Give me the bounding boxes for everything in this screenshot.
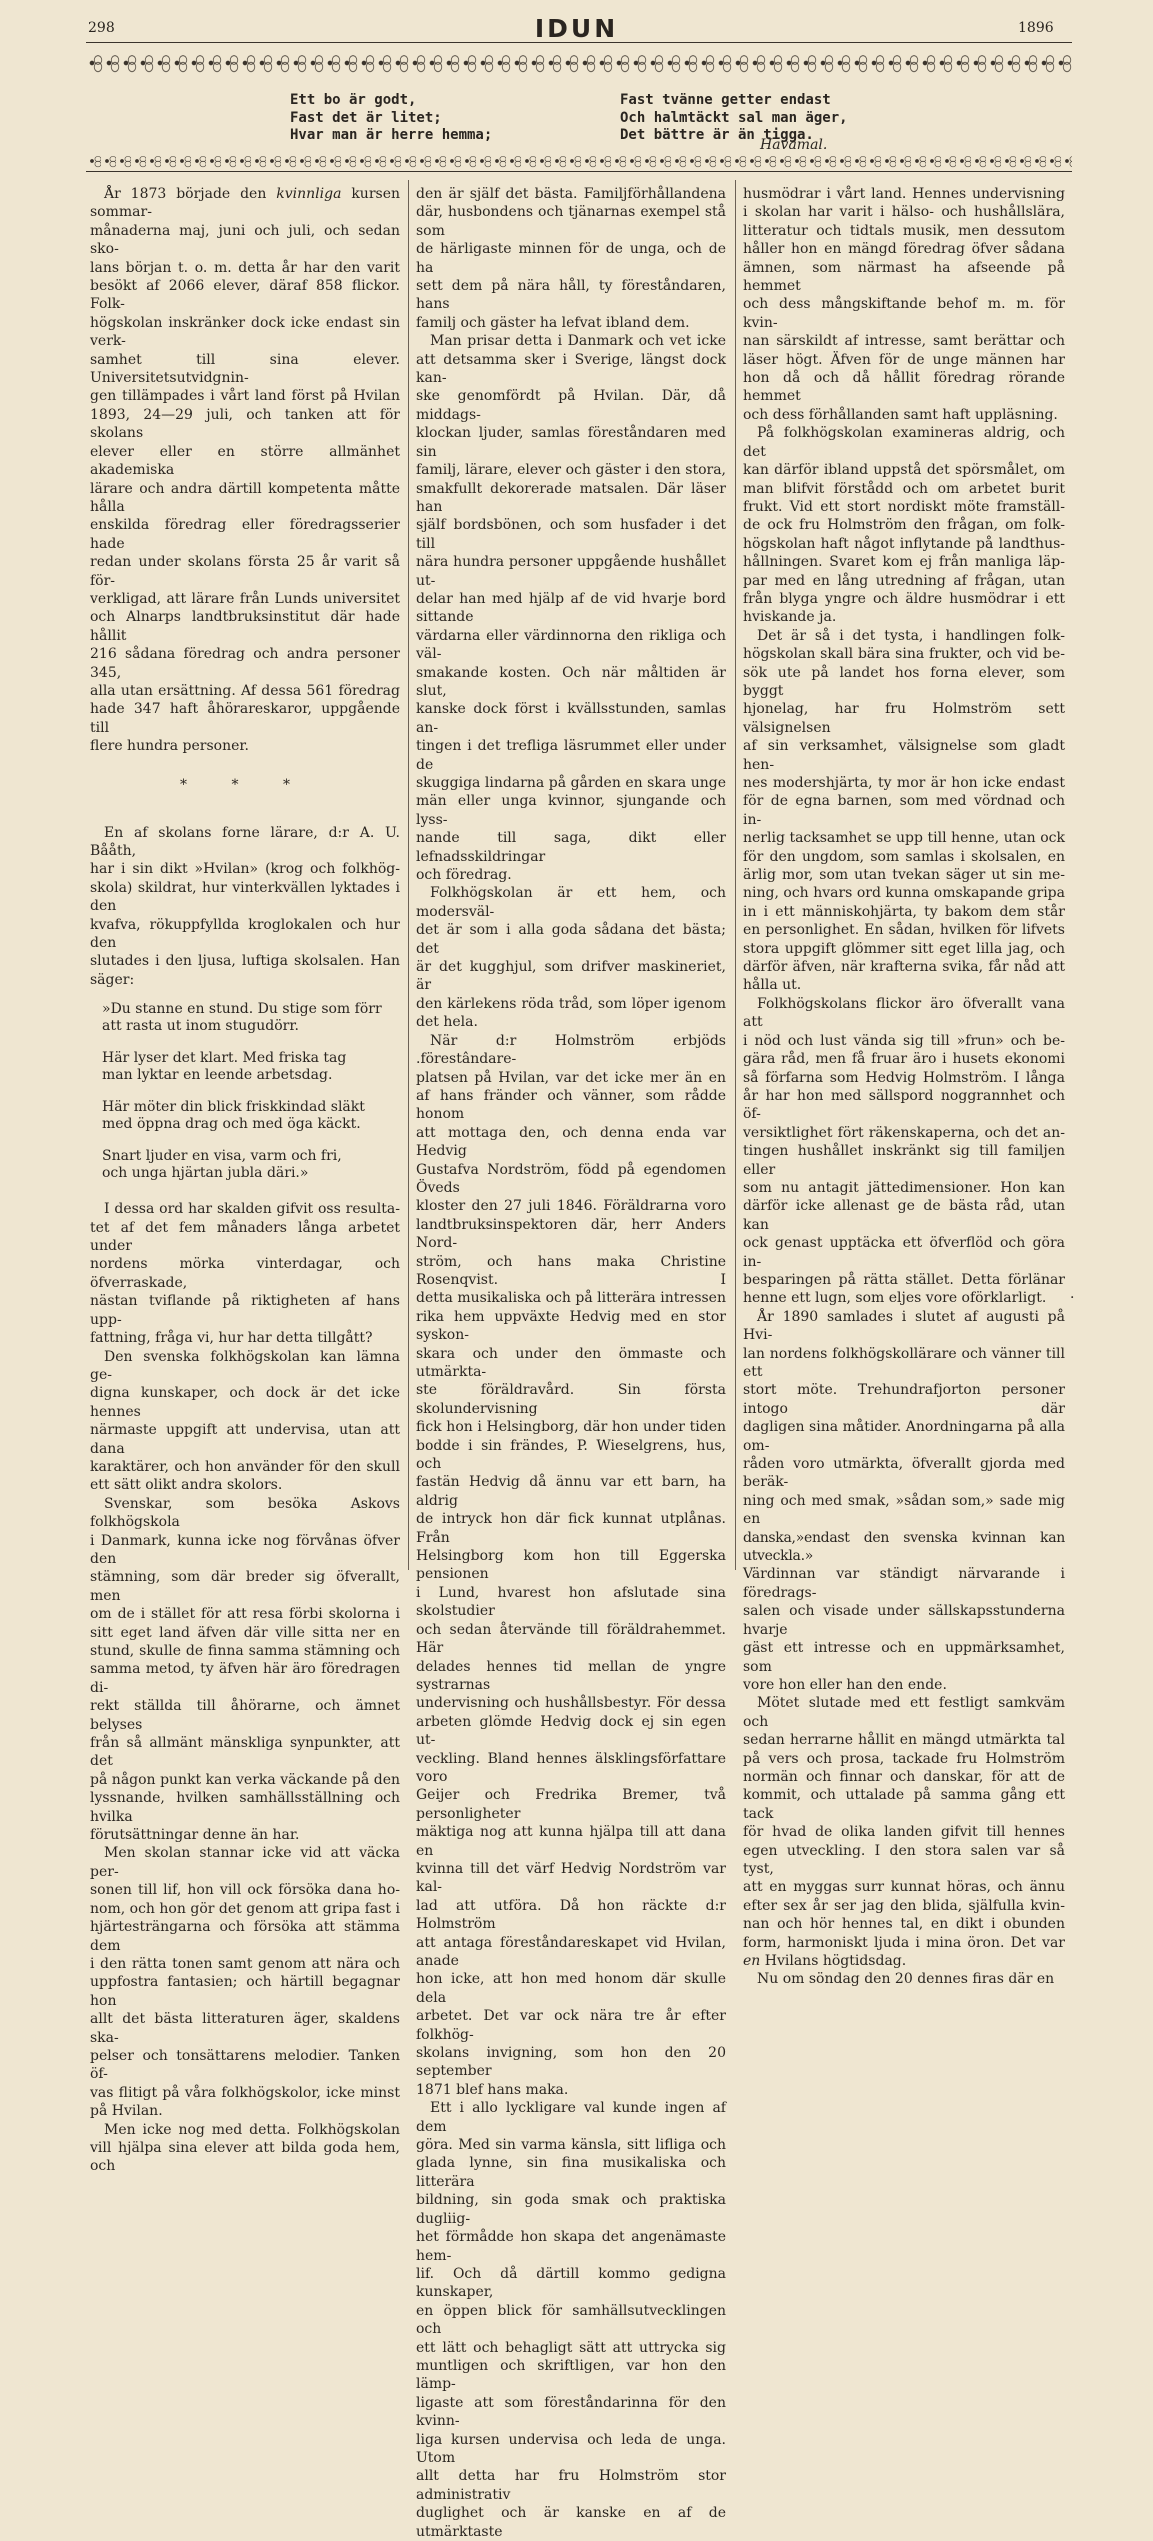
text-line: ste föräldravård. Sin första skolundervisning (416, 1382, 726, 1417)
text-line: där, husbondens och tjänarnas exempel stå som (416, 204, 726, 239)
text-line: duglighet och är kanske en af de utmärktaste (416, 2505, 726, 2540)
section-rule (86, 171, 1072, 172)
text-line: från så allmänt mänskliga synpunkter, att det (90, 1735, 400, 1770)
verse-line: och unga hjärtan jubla däri.» (102, 1165, 309, 1182)
text-line: par med en lång utredning af frågan, utan (743, 572, 1065, 589)
text-line: stund, skulle de finna samma stämning och (90, 1643, 400, 1659)
text-line: förutsättningar denne än har. (90, 1827, 300, 1844)
verse-line: att rasta ut inom stugudörr. (102, 1018, 299, 1035)
text-line: vas flitigt på våra folkhögskolor, icke minst (90, 2084, 400, 2101)
text-line: bodde i sin frändes, P. Wieselgrens, hus, och (416, 1437, 726, 1473)
text-line: af sin verksamhet, välsignelse som gladt hen- (743, 738, 1065, 773)
text-line: lan nordens folkhögskollärare och vänner till ett (743, 1345, 1065, 1380)
text-line: Ett i allo lyckligare val kunde ingen af dem (416, 2100, 726, 2135)
text-line: den är själf det bästa. Familjförhållandena (416, 186, 726, 202)
text-line: så förfarna som Hedvig Holmström. I långa (743, 1069, 1065, 1086)
text-line: själf bordsbönen, och som husfader i det till (416, 517, 726, 552)
text-line: nära hundra personer uppgående hushållet ut- (416, 554, 726, 589)
text-line: närmaste uppgift att undervisa, utan att dana (90, 1422, 400, 1457)
paragraph (416, 185, 726, 332)
text-line: kloster den 27 juli 1846. Föräldrarna voro (416, 1198, 726, 1215)
text-line: kan därför ibland uppstå det spörsmålet, om (743, 462, 1065, 479)
text-line: samma metod, ty äfven här äro föredragen di- (90, 1661, 400, 1696)
paragraph (416, 2099, 726, 2541)
text-line: sitt eget land äfven där ville sitta ner en (90, 1624, 400, 1641)
text-line: form, harmoniskt ljuda i mina öron. Det var (743, 1934, 1065, 1951)
text-line: ske genomfördt på Hvilan. Där, då middags- (416, 388, 726, 423)
text-line: Folkhögskolan är ett hem, och modersväl- (416, 885, 726, 920)
text-line: stort möte. Trehundrafjorton personer intogo där (743, 1382, 1065, 1417)
text-line: het förmådde hon skapa det angenämaste hem- (416, 2229, 726, 2264)
text-line: för hvad de olika landen gifvit till hennes (743, 1824, 1065, 1841)
text-line: kommit, och uttalade på samma gång ett tack (743, 1787, 1065, 1822)
text-line: hållningen. Svaret kom ej från manliga läp- (743, 554, 1065, 571)
text-line: platsen på Hvilan, var det icke mer än en (416, 1069, 726, 1086)
text-line: besparingen på rätta stället. Detta förlänar (743, 1271, 1065, 1288)
text-line: i den rätta tonen samt genom att nära och (90, 1955, 400, 1972)
text-line: en personlighet. En sådan, hvilken för lifvets (743, 922, 1065, 939)
text-line: håller hon en mängd föredrag öfver sådana (743, 241, 1065, 258)
text-line: säger: (90, 971, 135, 988)
text-line: fick hon i Helsingborg, där hon under tiden (416, 1419, 726, 1436)
masthead-title: IDUN (534, 14, 619, 43)
text-line: och sedan återvände till föräldrahemmet. Här (416, 1621, 726, 1657)
text-line: rekt ställda till åhörarne, och ämnet belyses (90, 1698, 400, 1733)
text-line: År 1890 samlades i slutet af augusti på Hvi- (743, 1308, 1065, 1344)
text-line: 1893, 24—29 juli, och tanken att för skolans (90, 406, 400, 442)
text-line: sett dem på nära håll, ty föreståndaren, hans (416, 278, 726, 313)
text-line: att en myggas surr kunnat höras, och ännu (743, 1879, 1065, 1896)
paragraph (743, 995, 1065, 1308)
text-line: stämning, som där breder sig öfverallt, men (90, 1569, 400, 1604)
epigraph-left (290, 92, 492, 145)
text-line: lif. Och då därtill kommo gedigna kunskaper, (416, 2265, 726, 2301)
epigraph-line: Ett bo är godt, (290, 92, 417, 108)
text-line: pelser och tonsättarens melodier. Tanken öf- (90, 2047, 400, 2083)
verse-line: Här möter din blick friskkindad släkt (102, 1099, 365, 1116)
text-line: sonen till lif, hon vill ock försöka dana ho- (90, 1882, 400, 1899)
page-number: 298 (88, 20, 115, 36)
text-line: nordens mörka vinterdagar, och öfverraskade, (90, 1256, 400, 1291)
text-line: enskilda föredrag eller föredragsserier hade (90, 517, 400, 552)
verse-line: »Du stanne en stund. Du stige som förr (102, 1001, 382, 1018)
ornamental-border-top (86, 52, 1072, 74)
text-line: arbeten glömde Hedvig dock ej sin egen ut- (416, 1713, 726, 1749)
text-line: har i sin dikt »Hvilan» (krog och folkhög- (90, 861, 400, 878)
text-line: en Hvilans högtidsdag. (743, 1953, 907, 1969)
text-line: och dess förhållanden samt haft uppläsning. (743, 406, 1058, 423)
text-line: dagligen sina måtider. Anordningarna på alla om- (743, 1419, 1065, 1454)
header-rule (86, 42, 1072, 43)
text-line: Helsingborg kom hon till Eggerska pensionen (416, 1548, 726, 1583)
text-line: alla utan ersättning. Af dessa 561 föredrag (90, 682, 400, 699)
text-line: det hela. (416, 1014, 478, 1031)
text-line: delades hennes tid mellan de yngre systrarnas (416, 1658, 726, 1693)
text-line: henne ett lugn, som eljes vore oförklarligt. (743, 1290, 1047, 1307)
verse-line: Här lyser det klart. Med friska tag (102, 1050, 347, 1067)
text-line: Men skolan stannar icke vid att väcka per- (90, 1845, 400, 1880)
text-line: Men icke nog med detta. Folkhögskolan (104, 2121, 400, 2138)
text-line: in i ett människohjärta, ty bakom dem står (743, 903, 1065, 920)
text-line: redan under skolans första 25 år varit så för- (90, 554, 400, 589)
text-line: slutades i den ljusa, luftiga skolsalen. Han (90, 953, 400, 970)
quoted-poem (102, 1001, 400, 1182)
header-year: 1896 (1018, 20, 1054, 36)
text-line: hviskande ja. (743, 609, 837, 626)
text-line: skola) skildrat, hur vinterkvällen lyktades i den (90, 879, 400, 915)
text-line: hon icke, att hon med honom där skulle dela (416, 1971, 726, 2006)
ornamental-border-mid (86, 153, 1072, 169)
text-line: värdarna eller värdinnorna den rikliga och väl- (416, 627, 726, 663)
text-line: verkligad, att lärare från Lunds universitet (90, 590, 400, 607)
text-line: att detsamma sker i Sverige, längst dock kan- (416, 351, 726, 387)
epigraph-line: Och halmtäckt sal man äger, (620, 109, 848, 126)
text-line: män eller unga kvinnor, sjungande och lyss- (416, 793, 726, 828)
text-line: därför icke allenast ge de bästa råd, utan kan (743, 1198, 1065, 1233)
text-line: man blifvit förstådd och om arbetet burit (743, 480, 1065, 497)
text-line: år har hon med sällspord noggrannhet och öf- (743, 1087, 1065, 1123)
text-line: för den ungdom, som samlas i skolsalen, en (743, 848, 1065, 865)
text-line: sedan herrarne hållit en mängd utmärkta tal (743, 1732, 1065, 1749)
text-line: tingen i det trefliga läsrummet eller under de (416, 738, 726, 773)
text-line: är det kugghjul, som drifver maskineriet, är (416, 959, 726, 994)
paragraph (90, 1348, 400, 1495)
text-line: de intryck hon där fick kunnat utplånas. Från (416, 1511, 726, 1546)
article-column-3 (743, 185, 1065, 1989)
text-line: tingen hushållet inskränkt sig till familjen eller (743, 1143, 1065, 1178)
text-line: hade 347 haft åhörareskaror, uppgående till (90, 701, 400, 736)
text-line: Det är så i det tysta, i handlingen folk- (757, 627, 1065, 644)
text-line: allt det bästa litteraturen äger, skaldens ska- (90, 2011, 400, 2046)
text-line: Folkhögskolans flickor äro öfverallt vana att (743, 995, 1065, 1031)
text-line: allt detta har fru Holmström stor administrativ (416, 2468, 726, 2503)
text-line: veckling. Bland hennes älsklingsförfattare voro (416, 1750, 726, 1785)
paragraph (90, 1844, 400, 2120)
text-line: nerlig tacksamhet se upp till henne, utan ock (743, 830, 1065, 847)
paragraph (90, 2121, 400, 2176)
article-column-2 (416, 185, 726, 2541)
text-line: kvinna till det värf Hedvig Nordström var kal- (416, 1860, 726, 1896)
section-separator-stars: * * * (180, 776, 310, 793)
text-line: hålla ut. (743, 977, 802, 994)
text-line: ning och med smak, »sådan som,» sade mig en (743, 1492, 1065, 1528)
text-line: versiktlighet fört räkenskaperna, och det an- (743, 1124, 1065, 1141)
text-line: landtbruksinspektoren där, herr Anders Nord- (416, 1216, 726, 1252)
text-line: ligaste att som föreståndarinna för den kvinn- (416, 2394, 726, 2430)
verse-line: med öppna drag och med öga käckt. (102, 1116, 361, 1133)
text-line: ett lätt och behagligt sätt att uttrycka sig (416, 2339, 726, 2356)
text-line: från blyga yngre och äldre husmödrar i ett (743, 590, 1065, 607)
text-line: Värdinnan var ständigt närvarande i föredrags- (743, 1566, 1065, 1601)
text-line: egen utveckling. I den stora salen var så tyst, (743, 1842, 1065, 1877)
text-line: karaktärer, och hon använder för den skull (90, 1458, 400, 1475)
text-line: familj och gäster ha lefvat ibland dem. (416, 314, 690, 331)
text-line: gäst ett intresse och en uppmärksamhet, som (743, 1640, 1065, 1675)
text-line: gen tillämpades i vårt land först på Hvilan (90, 388, 400, 405)
text-line: af hans fränder och vänner, som rådde honom (416, 1087, 726, 1123)
text-line: fastän Hedvig då ännu var ett barn, ha aldrig (416, 1474, 726, 1509)
paragraph (743, 185, 1065, 424)
text-line: litteratur och tidtals musik, men dessutom (743, 222, 1065, 239)
text-line: månaderna maj, juni och juli, och sedan sko- (90, 222, 400, 258)
text-line: En af skolans forne lärare, d:r A. U. Bååth, (90, 824, 400, 859)
epigraph-line: Det bättre är än tigga. (620, 127, 814, 143)
text-line: 1871 blef hans maka. (416, 2081, 569, 2098)
text-line: en öppen blick för samhällsutvecklingen och (416, 2302, 726, 2338)
text-line: Mötet slutade med ett festligt samkväm och (743, 1695, 1065, 1730)
text-line: frukt. Vid ett stort nordiskt möte framställ- (743, 498, 1065, 515)
text-line: nan och hör hennes tal, en dikt i obunden (743, 1916, 1065, 1933)
epigraph-line: Fast det är litet; (290, 109, 442, 126)
text-line: det är som i alla goda sådana det bästa; det (416, 922, 726, 957)
text-line: besökt af 2066 elever, däraf 858 flickor. Folk- (90, 278, 400, 313)
paragraph (743, 1308, 1065, 1695)
text-line: I dessa ord har skalden gifvit oss resulta- (104, 1201, 400, 1218)
paragraph (416, 332, 726, 884)
text-line: att antaga föreståndareskapet vid Hvilan, anade (416, 1934, 726, 1969)
text-line: stora uppgift glömmer sitt eget lilla jag, och (743, 940, 1065, 957)
text-line: detta musikaliska och på litterära intressen (416, 1290, 726, 1307)
paragraph (743, 1970, 1065, 1988)
text-line: om de i stället för att resa förbi skolorna i (90, 1606, 400, 1623)
text-line: de ock fru Holmström den frågan, om folk- (743, 517, 1065, 534)
text-line: i nöd och lust vända sig till »frun» och be- (743, 1032, 1065, 1049)
text-line: ärlig mor, som utan tvekan säger ut sin me- (743, 867, 1065, 884)
text-line: lärare och andra därtill kompetenta måtte hålla (90, 480, 400, 515)
text-line: muntligen och skriftligen, var hon den lämp- (416, 2357, 726, 2393)
text-line: och Alnarps landtbruksinstitut där hade hållit (90, 609, 400, 644)
text-line: När d:r Holmström erbjöds .förestândare- (416, 1032, 726, 1068)
text-line: Nu om söndag den 20 dennes firas där en (757, 1971, 1055, 1988)
text-line: Geijer och Fredrika Bremer, två personligheter (416, 1787, 726, 1822)
text-line: skolans invigning, som hon den 20 september (416, 2045, 726, 2080)
text-line: nande till saga, dikt eller lefnadsskildringar (416, 830, 726, 865)
text-line: den kärlekens röda tråd, som löper igenom (416, 995, 726, 1012)
text-line: vore hon eller han den ende. (743, 1676, 947, 1693)
text-line: tet af det fem månaders långa arbetet under (90, 1219, 400, 1255)
text-line: hon då och då hållit föredrag rörande hemmet (743, 370, 1065, 405)
text-line: vill hjälpa sina elever att bilda goda hem, och (90, 2139, 400, 2175)
text-line: kanske dock först i kvällsstunden, samlas an- (416, 701, 726, 736)
text-line: nom, och hon gör det genom att gripa fast i (90, 1900, 400, 1917)
text-line: elever eller en större allmänhet akademiska (90, 443, 400, 479)
text-line: och föredrag. (416, 867, 512, 884)
text-line: på Hvilan. (90, 2103, 163, 2120)
text-line: fattning, fråga vi, hur har detta tillgått? (90, 1330, 373, 1347)
text-line: uppfostra fantasien; och härtill begagnar hon (90, 1974, 400, 2009)
text-line: arbetet. Det var ock nära tre år efter folkhög- (416, 2008, 726, 2043)
text-line: husmödrar i vårt land. Hennes undervisning (743, 186, 1065, 202)
text-line: nästan tviflande på riktigheten af hans upp- (90, 1293, 400, 1328)
text-line: lyssnande, hvilken samhällsställning och hvilka (90, 1790, 400, 1825)
text-line: På folkhögskolan examineras aldrig, och det (743, 425, 1065, 460)
paragraph (90, 1495, 400, 1845)
text-line: År 1873 började den kvinnliga kursen sommar- (90, 186, 400, 221)
text-line: klockan ljuder, samlas föreståndaren med sin (416, 425, 726, 460)
text-line: skara och under den ömmaste och utmärkta- (416, 1345, 726, 1380)
text-line: ock genast upptäcka ett öfverflöd och göra in- (743, 1235, 1065, 1270)
text-line: som nu antagit jättedimensioner. Hon kan (743, 1179, 1065, 1196)
text-line: glada lynne, sin fina musikaliska och litterära (416, 2155, 726, 2190)
paragraph (416, 1032, 726, 2100)
text-line: i skolan har varit i hälso- och hushållslära, (743, 204, 1065, 221)
text-line: i Danmark, kunna icke nog förvånas öfver den (90, 1532, 400, 1567)
verse-line: man lyktar en leende arbetsdag. (102, 1067, 333, 1084)
text-line: undervisning och hushållsbestyr. För dessa (416, 1695, 726, 1712)
text-line: högskolan inskränker dock icke endast sin verk- (90, 314, 400, 350)
text-line: hjonelag, har fru Holmström sett välsignelsen (743, 701, 1065, 736)
text-line: delar han med hjälp af de vid hvarje bord sittande (416, 590, 726, 626)
text-line: liga kursen undervisa och leda de unga. Utom (416, 2431, 726, 2466)
text-line: nan särskildt af intresse, samt berättar och (743, 333, 1065, 350)
margin-mark: · (1070, 1290, 1075, 1306)
text-line: på någon punkt kan verka väckande på den (90, 1771, 400, 1788)
text-line: skuggiga lindarna på gården en skara unge (416, 775, 726, 791)
text-line: familj, lärare, elever och gäster i den stora, (416, 462, 726, 479)
text-line: göra. Med sin varma känsla, sitt lifliga och (416, 2137, 726, 2154)
text-line: ning, och hvars ord kunna omskapande gripa (743, 885, 1065, 902)
paragraph (743, 424, 1065, 626)
text-line: danska,»endast den svenska kvinnan kan utveckla.» (743, 1529, 1065, 1565)
text-line: gära råd, men få fruar äro i husets ekonomi (743, 1051, 1065, 1068)
text-line: samhet till sina elever. Universitetsutvidgnin- (90, 351, 400, 387)
text-line: de härligaste minnen för de unga, och de ha (416, 241, 726, 276)
paragraph (90, 824, 400, 990)
epigraph-source: Havamal. (760, 137, 828, 153)
text-line: digna kunskaper, och dock är det icke hennes (90, 1385, 400, 1420)
text-line: Den svenska folkhögskolan kan lämna ge- (90, 1348, 400, 1383)
text-line: nes modershjärta, ty mor är hon icke endast (743, 775, 1065, 791)
verse-line: Snart ljuder en visa, varm och fri, (102, 1148, 342, 1165)
text-line: lad att utföra. Då hon räckte d:r Holmström (416, 1897, 726, 1933)
paragraph (90, 185, 400, 756)
text-line: Gustafva Nordström, född på egendomen Öveds (416, 1161, 726, 1196)
text-line: ström, och hans maka Christine Rosenqvist. I (416, 1253, 726, 1288)
text-line: och dess mångskiftande behof m. m. för kvin- (743, 296, 1065, 331)
column-divider (408, 180, 409, 1570)
text-line: att mottaga den, och denna enda var Hedvig (416, 1124, 726, 1160)
text-line: Man prisar detta i Danmark och vet icke (430, 333, 726, 350)
text-line: ämnen, som närmast ha afseende på hemmet (743, 259, 1065, 295)
text-line: normän och finnar och danskar, för att de (743, 1768, 1065, 1785)
text-line: lans början t. o. m. detta år har den varit (90, 259, 400, 276)
paragraph (743, 627, 1065, 995)
text-line: ett sätt olikt andra skolors. (90, 1477, 283, 1494)
text-line: flere hundra personer. (90, 738, 250, 755)
text-line: för de egna barnen, som med vördnad och in- (743, 793, 1065, 828)
text-line: högskolan haft något inflytande på landthus- (743, 535, 1065, 552)
text-line: i Lund, hvarest hon afslutade sina skolstudier (416, 1584, 726, 1620)
text-line: smakfullt dekorerade matsalen. Där läser han (416, 480, 726, 515)
text-line: på vers och prosa, tackade fru Holmström (743, 1750, 1065, 1767)
text-line: därför äfven, när krafterna svika, får nåd att (743, 959, 1065, 976)
text-line: högskolan skall bära sina frukter, och vid be- (743, 646, 1065, 663)
article-column-1 (90, 185, 400, 2176)
paragraph (90, 1200, 400, 1347)
text-line: kvafva, rökuppfyllda kroglokalen och hur den (90, 916, 400, 952)
text-line: läser högt. Äfven för de unge männen har (743, 351, 1065, 368)
text-line: efter sex år ser jag den blida, själfulla kvin- (743, 1897, 1065, 1914)
text-line: rika hem uppväxte Hedvig med en stor syskon- (416, 1308, 726, 1344)
text-line: bildning, sin goda smak och praktiska dugliig- (416, 2192, 726, 2227)
paragraph (416, 884, 726, 1031)
epigraph-line: Fast tvänne getter endast (620, 92, 831, 108)
text-line: mäktiga nog att kunna hjälpa till att dana en (416, 1824, 726, 1859)
text-line: sök ute på landet hos forna elever, som byggt (743, 664, 1065, 699)
paragraph (743, 1694, 1065, 1970)
text-line: råden voro utmärkta, öfverallt gjorda med beräk- (743, 1456, 1065, 1491)
text-line: salen och visade under sällskapsstunderna hvarje (743, 1603, 1065, 1638)
text-line: hjärtesträngarna och försöka att stämma dem (90, 1919, 400, 1954)
text-line: 216 sådana föredrag och andra personer 345, (90, 646, 400, 681)
text-line: smakande kosten. Och när måltiden är slut, (416, 664, 726, 699)
column-divider (735, 180, 736, 1570)
epigraph-line: Hvar man är herre hemma; (290, 127, 493, 143)
text-line: Svenskar, som besöka Askovs folkhögskola (90, 1495, 400, 1531)
